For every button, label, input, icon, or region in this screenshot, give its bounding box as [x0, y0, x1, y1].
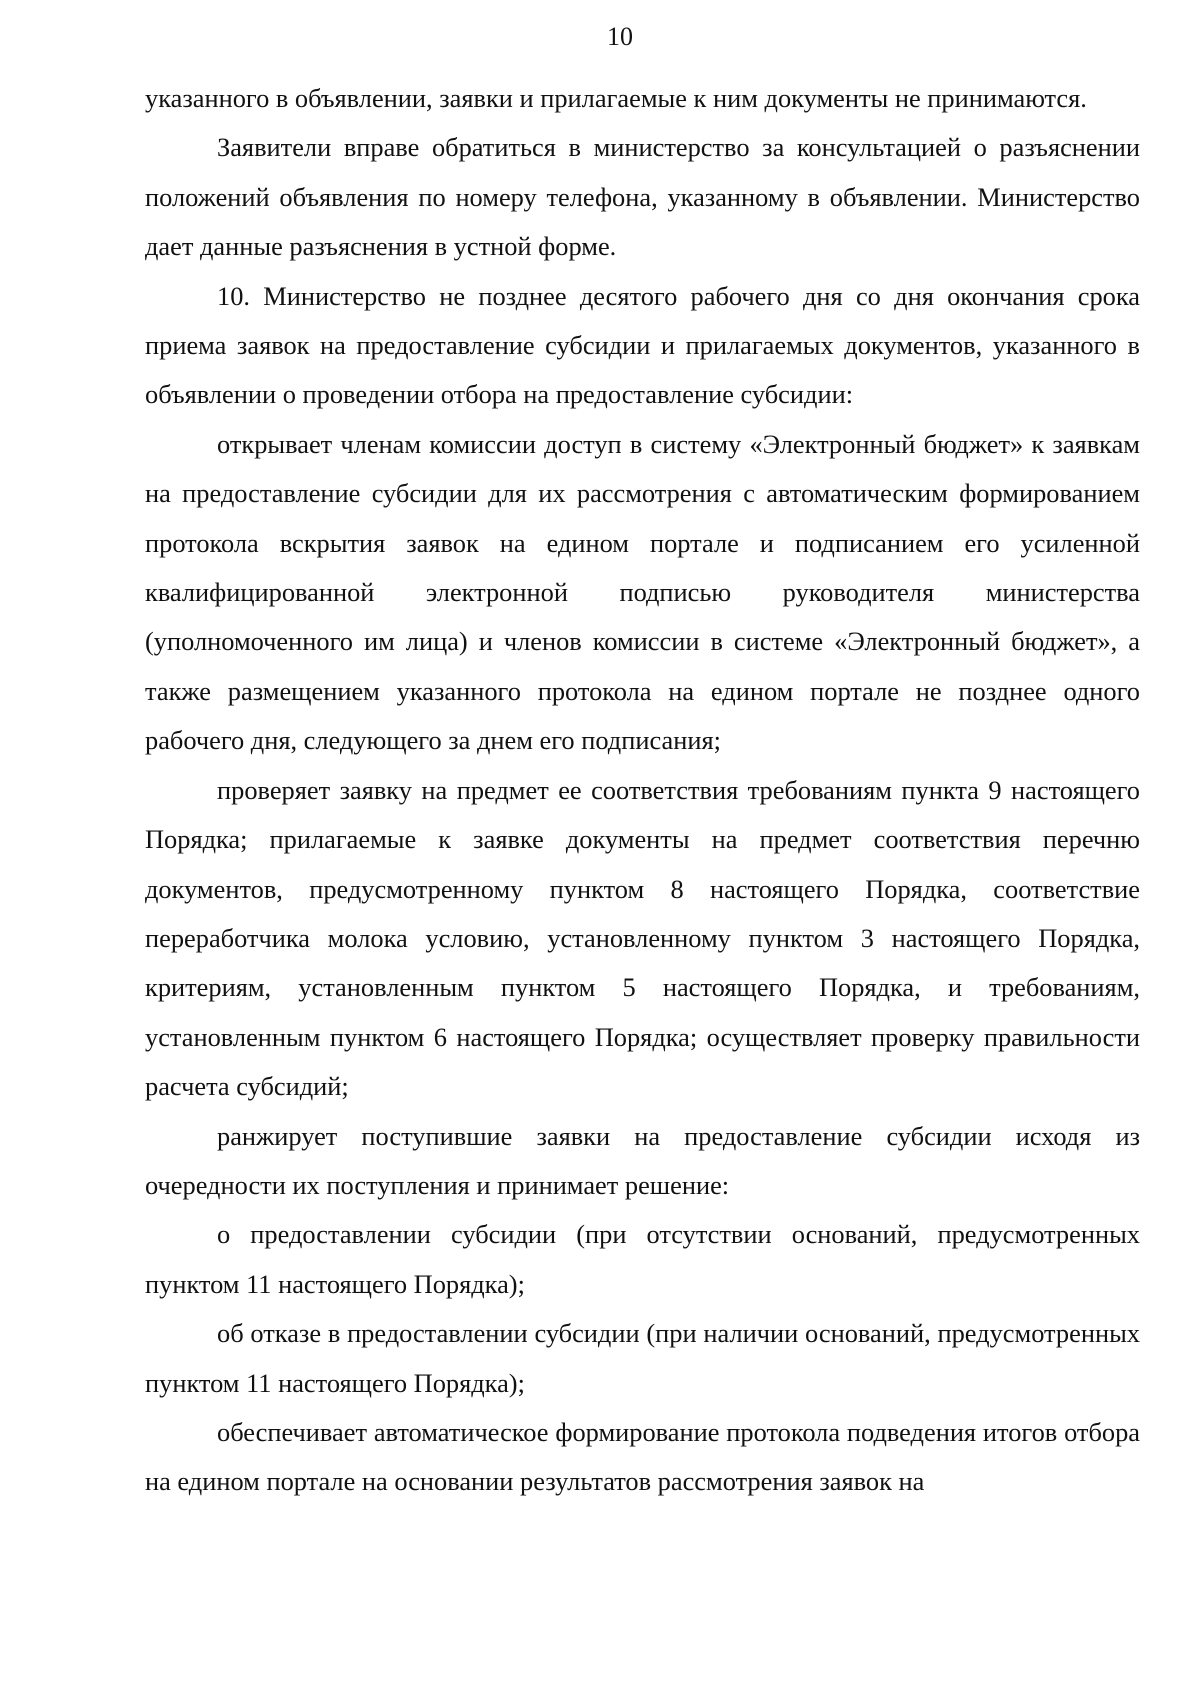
paragraph-6: ранжирует поступившие заявки на предоставление субсидии исходя из очередности их поступления и принимает решение: [145, 1120, 1140, 1200]
page-number: 10 [607, 22, 633, 51]
paragraph-5: проверяет заявку на предмет ее соответствия требованиям пункта 9 настоящего Порядка; прилагаемые к заявке документы на предмет соответствия перечню документов, предусмотренному пунктом 8 настоящего Порядка, соответствие переработчика молока условию, установленному пунктом 3 настоящего Порядка, критериям, установленным пунктом 5 настоящего Порядка, и требованиям, установленным пунктом 6 настоящего Порядка; осуществляет проверку правильности расчета субсидий; [145, 774, 1140, 1102]
paragraph-9: обеспечивает автоматическое формирование протокола подведения итогов отбора на едином портале на основании результатов рассмотрения заявок на [145, 1416, 1140, 1497]
paragraph-8: об отказе в предоставлении субсидии (при наличии оснований, предусмотренных пунктом 11 настоящего Порядка); [145, 1318, 1140, 1398]
paragraph-7: о предоставлении субсидии (при отсутствии оснований, предусмотренных пунктом 11 настоящего Порядка); [145, 1219, 1140, 1299]
paragraph-2: Заявители вправе обратиться в министерство за консультацией о разъяснении положений объявления по номеру телефона, указанному в объявлении. Министерство дает данные разъяснения в устной форме. [145, 132, 1140, 262]
paragraph-4: открывает членам комиссии доступ в систему «Электронный бюджет» к заявкам на предоставление субсидии для их рассмотрения с автоматическим формированием протокола вскрытия заявок на едином портале и подписанием его усиленной квалифицированной электронной подписью руководителя министерства (уполномоченного им лица) и членов комиссии в системе «Электронный бюджет», а также размещением указанного протокола на едином портале не позднее одного рабочего дня, следующего за днем его подписания; [145, 428, 1140, 756]
paragraph-1: указанного в объявлении, заявки и прилагаемые к ним документы не принимаются. [145, 83, 1087, 113]
body-text [145, 74, 1140, 1507]
paragraph-3: 10. Министерство не позднее десятого рабочего дня со дня окончания срока приема заявок на предоставление субсидии и прилагаемых документов, указанного в объявлении о проведении отбора на предоставление субсидии: [145, 280, 1140, 410]
